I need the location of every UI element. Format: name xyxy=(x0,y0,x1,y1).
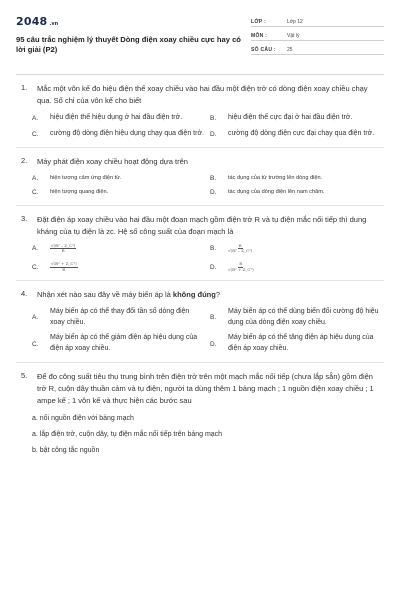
question-3 xyxy=(16,206,384,281)
formula xyxy=(50,244,76,255)
answer-option-b[interactable] xyxy=(210,113,384,124)
site-logo[interactable] xyxy=(16,14,251,30)
option-text: Máy biến áp có thể tăng điện áp hiệu dụng của điện áp xoay chiều. xyxy=(228,334,374,353)
answer-option-b[interactable] xyxy=(210,244,384,255)
step-item: a. lắp điện trở, cuộn dây, tụ điện mắc nối tiếp trên bảng mạch xyxy=(32,431,223,439)
formula xyxy=(228,262,254,273)
answer-option-a[interactable] xyxy=(32,244,206,255)
formula xyxy=(228,244,252,255)
option-text: cường độ dòng điện cực đại chạy qua điện trở. xyxy=(228,129,375,137)
option-label: D. xyxy=(210,130,217,138)
option-label: B. xyxy=(210,174,217,182)
answer-options xyxy=(16,113,384,140)
meta-key: LỚP : xyxy=(251,18,267,25)
option-label: A. xyxy=(32,114,39,122)
answer-option-c[interactable] xyxy=(32,188,206,197)
option-text: hiệu điện thế cực đại ở hai đầu điện trở. xyxy=(228,114,353,121)
formula-numerator: √(R² – Z_C²) xyxy=(51,242,76,248)
option-label: D. xyxy=(210,340,217,348)
question-number: 1. xyxy=(21,83,28,92)
answer-option-c[interactable] xyxy=(32,129,206,140)
option-label: C. xyxy=(32,189,39,197)
option-label: B. xyxy=(210,313,217,321)
option-label: A. xyxy=(32,313,39,321)
formula-denominator: √(R² + Z_C²) xyxy=(228,266,254,272)
option-label: A. xyxy=(32,245,39,253)
answer-option-b[interactable] xyxy=(210,174,384,183)
answer-option-d[interactable] xyxy=(210,262,384,273)
meta-info xyxy=(251,16,384,58)
option-text: Máy biến áp có thể thay đổi tần số dòng điện xoay chiều. xyxy=(50,307,190,326)
step-item: a. nối nguồn điện với bảng mạch xyxy=(32,415,134,423)
option-label: D. xyxy=(210,189,217,197)
question-number: 3. xyxy=(21,213,28,223)
question-text: Mắc một vôn kế đo hiệu điện thế xoay chiều vào hai đầu một điện trở có dòng điện xoay chiều chạy qua. Số chỉ của vôn kế cho biết xyxy=(37,84,368,105)
option-text: Máy biến áp có thể dùng biến đổi cường độ hiệu dụng của dòng điện xoay chiều. xyxy=(228,307,379,326)
answer-option-a[interactable] xyxy=(32,113,206,124)
option-label: B. xyxy=(210,245,217,253)
logo-text: 2048 xyxy=(16,15,48,28)
option-label: C. xyxy=(32,263,39,271)
question-number: 2. xyxy=(21,155,28,165)
answer-option-d[interactable] xyxy=(210,333,384,355)
formula-numerator: R xyxy=(238,242,242,248)
meta-value: 25 xyxy=(287,46,293,53)
page-title: 95 câu trắc nghiệm lý thuyết Dòng điện xoay chiều cực hay có lời giải (P2) xyxy=(16,34,241,55)
formula-denominator: R xyxy=(61,248,65,254)
question-text-emphasis: không đúng xyxy=(172,289,216,299)
meta-value: Lớp 12 xyxy=(287,18,303,25)
meta-key: MÔN : xyxy=(251,32,268,39)
option-text: hiện tượng quang điện. xyxy=(50,189,109,196)
meta-key: SỐ CÂU : xyxy=(251,46,276,53)
formula xyxy=(50,262,78,273)
formula-numerator: R xyxy=(239,261,243,267)
header-left xyxy=(16,14,251,55)
question-5 xyxy=(16,363,384,469)
answer-option-d[interactable] xyxy=(210,129,384,140)
option-text: Máy biến áp có thể giảm điện áp hiệu dụng của điện áp xoay chiều. xyxy=(50,334,198,353)
option-label: C. xyxy=(32,130,39,138)
question-text: Đặt điện áp xoay chiều vào hai đầu một đoạn mạch gồm điện trở R và tụ điện mắc nối tiếp thì dung kháng của tụ điện là zc. Hệ số công suất của đoạn mạch là xyxy=(37,214,367,236)
formula-denominator: √(R² – Z_C²) xyxy=(228,248,253,254)
question-2 xyxy=(16,148,384,206)
answer-options xyxy=(16,244,384,273)
step-list xyxy=(16,413,384,457)
option-text: hiện tượng cảm ứng điện từ. xyxy=(50,175,122,182)
question-text-before: Nhận xét nào sau đây về máy biến áp là xyxy=(37,289,173,299)
option-label: B. xyxy=(210,114,217,122)
question-text xyxy=(37,289,220,301)
answer-option-b[interactable] xyxy=(210,307,384,329)
question-4 xyxy=(16,281,384,363)
step-item: b. bật công tắc nguồn xyxy=(32,447,100,455)
meta-row-count xyxy=(251,44,384,55)
answer-option-a[interactable] xyxy=(32,174,206,183)
question-text-after: ? xyxy=(215,289,220,299)
option-text: cường độ dòng điện hiệu dụng chạy qua điện trở. xyxy=(50,129,204,137)
option-label: D. xyxy=(210,263,217,271)
formula-denominator: R xyxy=(62,266,66,272)
formula-numerator: √(R² + Z_C²) xyxy=(51,261,77,267)
option-text: hiệu điện thế hiệu dụng ở hai đầu điện trở. xyxy=(50,114,183,121)
answer-option-c[interactable] xyxy=(32,333,206,355)
question-1 xyxy=(16,75,384,148)
document-header xyxy=(16,14,384,60)
option-label: A. xyxy=(32,174,39,182)
question-text: Để đo công suất tiêu thụ trung bình trên điện trở trên một mạch mắc nối tiếp (chưa lắp sẵn) gồm điện trở R, cuộn dây thuần cảm và tụ điện, người ta dùng thêm 1 bảng mạch ; 1 nguồn điện xoay chiều ; 1 ampe kế ; 1 vôn kế và thực hiện các bước sau xyxy=(37,372,374,406)
question-text: Máy phát điện xoay chiều hoạt động dựa trên xyxy=(37,156,188,166)
answer-option-a[interactable] xyxy=(32,307,206,329)
answer-option-d[interactable] xyxy=(210,188,384,197)
option-text: tác dụng của từ trường lên dòng điện. xyxy=(228,175,323,182)
answer-options xyxy=(16,174,384,198)
answer-options xyxy=(16,307,384,355)
answer-option-c[interactable] xyxy=(32,262,206,273)
meta-row-class xyxy=(251,16,384,27)
option-text: tác dụng của dòng điện lên nam châm. xyxy=(228,189,325,196)
meta-row-subject xyxy=(251,30,384,41)
option-label: C. xyxy=(32,340,39,348)
question-number: 5. xyxy=(21,371,28,381)
meta-value: Vật lý xyxy=(287,32,300,39)
logo-tld: .vn xyxy=(49,21,59,27)
question-number: 4. xyxy=(21,288,28,298)
